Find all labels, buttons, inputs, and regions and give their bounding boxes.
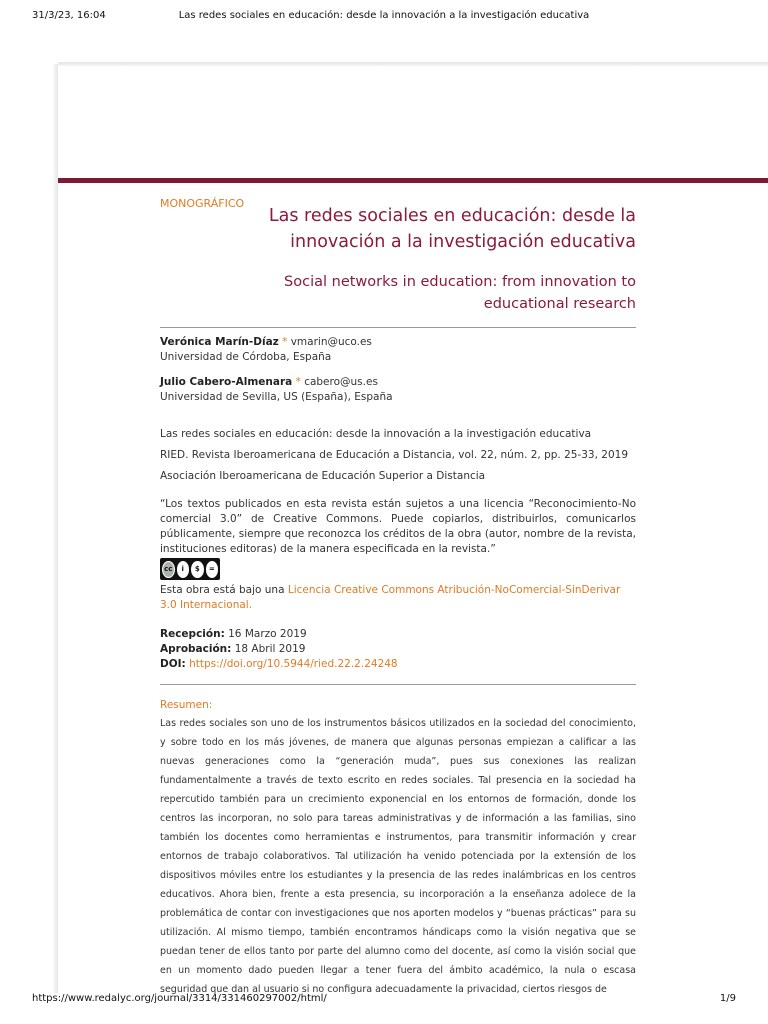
print-footer [0, 993, 768, 1013]
doi-label: DOI: [160, 658, 186, 670]
divider [160, 684, 636, 685]
dates-block [160, 627, 636, 672]
approved-date: 18 Abril 2019 [234, 643, 306, 655]
citation-journal: RIED. Revista Iberoamericana de Educación a Distancia, vol. 22, núm. 2, pp. 25-33, 2019 [160, 449, 629, 461]
cc-icon: cc [162, 561, 175, 578]
print-url: https://www.redalyc.org/journal/3314/331460297002/html/ [32, 993, 327, 1004]
license-prefix: Esta obra está bajo una [160, 584, 285, 596]
author-block [160, 335, 636, 365]
approved-label: Aprobación: [160, 643, 232, 655]
cc-license-badge[interactable] [160, 558, 220, 580]
abstract-text: Las redes sociales son uno de los instrumentos básicos utilizados en la sociedad del conocimiento, y sobre todo en los más jóvenes, de manera que algunas personas empiezan a calificar a las nuevas generaciones como la “generación muda”, pues sus conexiones las realizan fundamentalmente a través de texto escrito en redes sociales. Tal presencia en la sociedad ha repercutido también para un crecimiento exponencial en los entornos de formación, donde los centros las incorporan, no solo para tareas administrativas y de información a las familias, sino también los docentes como herramientas e instrumentos, para transmitir información y crear entornos de trabajo colaborativos. Tal utilización ha venido potenciada por la extensión de los dispositivos móviles entre los estudiantes y la presencia de las redes inalámbricas en los centros educativos. Ahora bien, frente a esta presencia, su incorporación a la enseñanza adolece de la problemática de contar con investigaciones que nos aporten modelos y “buenas prácticas” para su utilización. Al mismo tiempo, también encontramos hándicaps como la visión negativa que se puedan tener de ellos tanto por parte del alumno como del docente, así como la visión social que en un momento dado pueden llegar a tener fuera del ámbito académico, la nula o escasa seguridad que dan al usuario si no configura adecuadamente la privacidad, ciertos riesgos de [160, 718, 636, 995]
license-quote: “Los textos publicados en esta revista están sujetos a una licencia “Reconocimiento-No comercial 3.0” de Creative Commons. Puede copiarlos, distribuirlos, comunicarlos públicamente, siempre que reconozca los créditos de la obra (autor, nombre de la revista, instituciones editoras) de la manera especificada en la revista.” [160, 498, 636, 555]
divider [160, 327, 636, 328]
license-link[interactable]: Licencia Creative Commons Atribución-NoComercial-SinDerivar 3.0 Internacional. [160, 584, 621, 611]
author-affiliation: Universidad de Sevilla, US (España), España [160, 391, 393, 403]
article-title-en: Social networks in education: from innovation to educational research [284, 274, 636, 312]
author-name: Julio Cabero-Almenara [160, 376, 293, 388]
print-datetime: 31/3/23, 16:04 [32, 10, 106, 21]
abstract-label: Resumen: [160, 699, 213, 711]
author-email[interactable]: cabero@us.es [304, 376, 378, 388]
author-name: Verónica Marín-Díaz [160, 336, 279, 348]
author-block [160, 375, 636, 405]
citation-title: Las redes sociales en educación: desde la innovación a la investigación educativa [160, 428, 592, 440]
section-label: MONOGRÁFICO [160, 197, 245, 210]
received-date: 16 Marzo 2019 [228, 628, 307, 640]
author-star: * [282, 336, 288, 348]
print-header [0, 0, 768, 34]
author-email[interactable]: vmarin@uco.es [290, 336, 372, 348]
print-title: Las redes sociales en educación: desde la innovación a la investigación educativa [178, 10, 590, 21]
author-affiliation: Universidad de Córdoba, España [160, 351, 332, 363]
received-label: Recepción: [160, 628, 225, 640]
by-icon: i [177, 561, 190, 578]
header-rule-bar [58, 178, 768, 183]
doi-link[interactable]: https://doi.org/10.5944/ried.22.2.24248 [189, 658, 398, 670]
citation-publisher: Asociación Iberoamericana de Educación Superior a Distancia [160, 470, 486, 482]
author-star: * [295, 376, 301, 388]
article-title-es: Las redes sociales en educación: desde la innovación a la investigación educativa [268, 206, 636, 252]
print-page-number: 1/9 [719, 993, 736, 1004]
nc-icon: $ [191, 561, 204, 578]
nd-icon: = [206, 561, 219, 578]
license-statement [160, 583, 636, 613]
